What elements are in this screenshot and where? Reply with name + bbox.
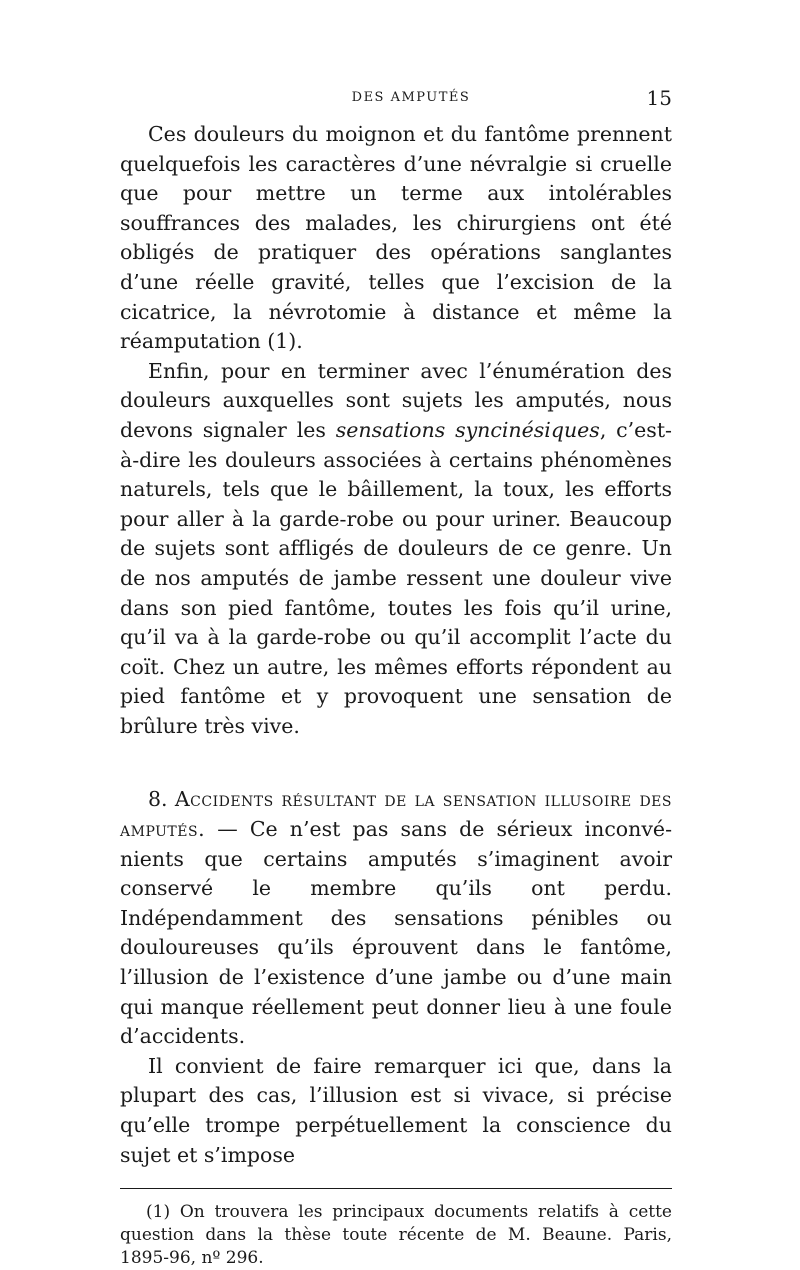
page-number: 15 — [646, 86, 672, 110]
footnote-rule — [120, 1188, 672, 1189]
paragraph-4: Il convient de faire remarquer ici que, dans la plupart des cas, l’illusion est si vivace, si précise qu’elle trompe perpétuellement la conscience du sujet et s’impose — [120, 1053, 672, 1167]
section-heading: Accidents résultant de la sensation illusoire des amputés. — [120, 787, 672, 842]
footnote: (1) On trouvera les principaux documents relatifs à cette question dans la thèse toute récente de M. Beaune. Paris, 1895-96, nº 296. — [120, 1202, 672, 1269]
paragraph-2-text-start: Enfin, pour en terminer avec l’énumération des douleurs auxquelles sont sujets les amputés, nous devons signaler les — [120, 358, 672, 442]
book-page — [120, 86, 672, 1270]
section-gap — [120, 741, 672, 785]
section-8-paragraph — [120, 785, 672, 1051]
paragraph-1: Ces douleurs du moignon et du fantôme prennent quelquefois les caractères d’une névralgie si cruelle que pour mettre un terme aux intolérables souffrances des malades, les chirurgiens ont été obligés de pratiquer des opérations sanglantes d’une réelle gravité, telles que l’excision de la cicatrice, la névrotomie à distance et même la réamputation (1). — [120, 122, 672, 354]
section-number: 8. — [148, 787, 168, 812]
paragraph-2-text-end: , c’est-à-dire les douleurs associées à certains phénomènes naturels, tels que le bâillement, la toux, les efforts pour aller à la garde-robe ou pour uriner. Beaucoup de sujets sont affligés de douleurs de ce genre. Un de nos amputés de jambe ressent une douleur vive dans son pied fantôme, toutes les fois qu’il urine, qu’il va à la garde-robe ou qu’il accomplit l’acte du coït. Chez un autre, les mêmes efforts répondent au pied fantôme et y provoquent une sensation de brûlure très vive. — [120, 417, 672, 738]
paragraph-2 — [120, 357, 672, 742]
section-8-text: — Ce n’est pas sans de sérieux inconvénients que certains amputés s’imaginent avoir conservé le membre qu’ils ont perdu. Indépendamment des sensations pénibles ou douloureuses qu’ils éprouvent dans le fantôme, l’illusion de l’existence d’une jambe ou d’une main qui manque réellement peut donner lieu à une foule d’accidents. — [120, 817, 672, 1049]
paragraph-2-italic-term: sensations syncinésiques — [335, 417, 600, 442]
running-title: DES AMPUTÉS — [351, 90, 471, 105]
running-head — [120, 86, 672, 120]
